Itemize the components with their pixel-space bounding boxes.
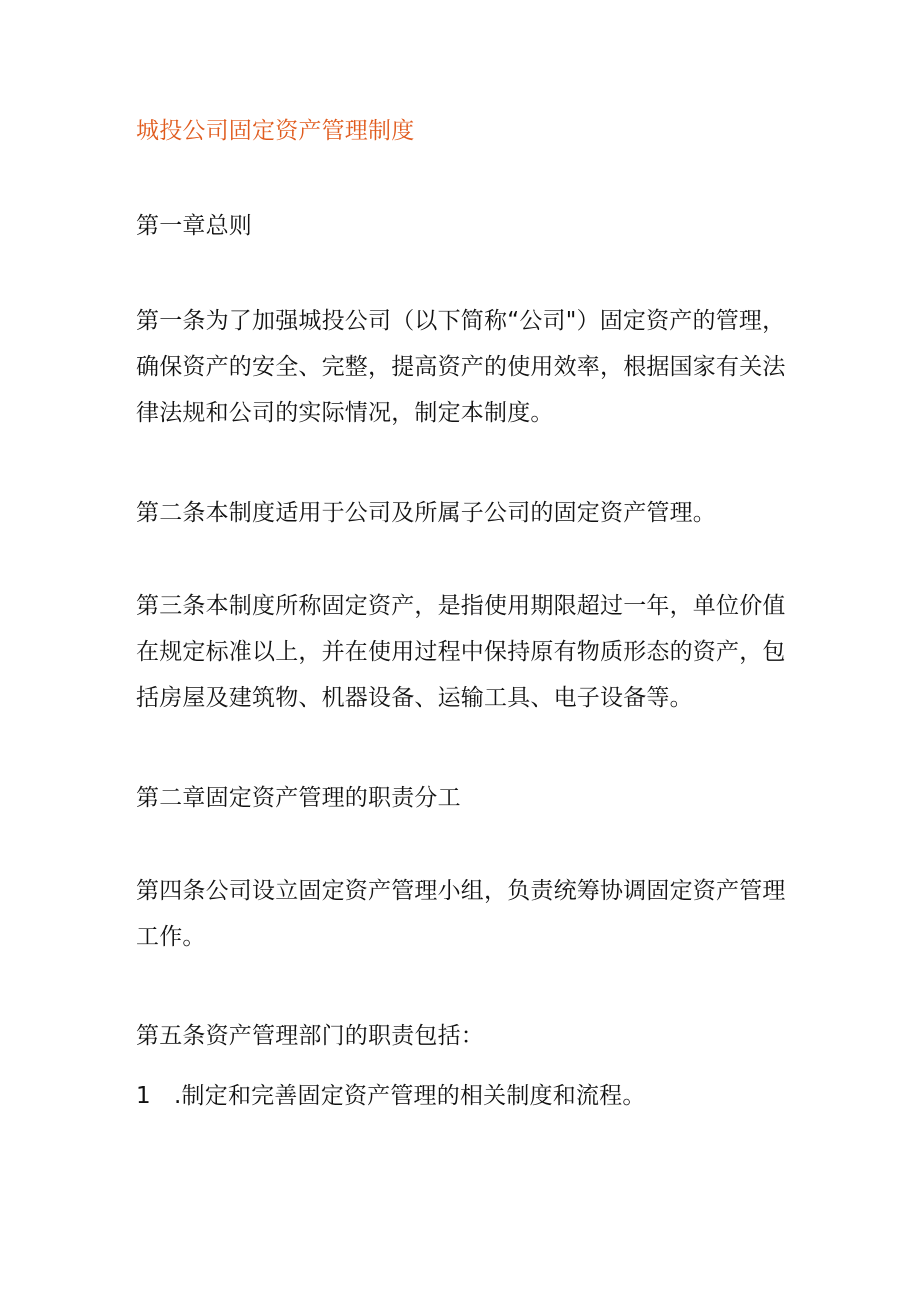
chapter-heading-2: 第二章固定资产管理的职责分工	[136, 785, 461, 811]
article-1-line-2: 确保资产的安全、完整，提高资产的使用效率，根据国家有关法	[136, 354, 786, 380]
article-4-line-2: 工作。	[136, 924, 206, 950]
article-2: 第二条本制度适用于公司及所属子公司的固定资产管理。	[136, 500, 716, 526]
article-1-line-3: 律法规和公司的实际情况，制定本制度。	[136, 400, 554, 426]
article-5: 第五条资产管理部门的职责包括：	[136, 1023, 484, 1049]
list-item-1: 1 .制定和完善固定资产管理的相关制度和流程。	[136, 1083, 646, 1109]
article-3-line-1: 第三条本制度所称固定资产，是指使用期限超过一年，单位价值	[136, 593, 786, 619]
article-3-line-3: 括房屋及建筑物、机器设备、运输工具、电子设备等。	[136, 685, 693, 711]
article-4	[136, 868, 796, 960]
document-title: 城投公司固定资产管理制度	[136, 118, 415, 144]
chapter-heading-1: 第一章总则	[136, 213, 252, 239]
article-3-line-2: 在规定标准以上，并在使用过程中保持原有物质形态的资产，包	[136, 639, 786, 665]
article-4-line-1: 第四条公司设立固定资产管理小组，负责统筹协调固定资产管理	[136, 878, 786, 904]
article-3	[136, 583, 796, 721]
article-1-line-1: 第一条为了加强城投公司（以下简称“公司"）固定资产的管理，	[136, 308, 786, 334]
article-1	[136, 298, 796, 436]
